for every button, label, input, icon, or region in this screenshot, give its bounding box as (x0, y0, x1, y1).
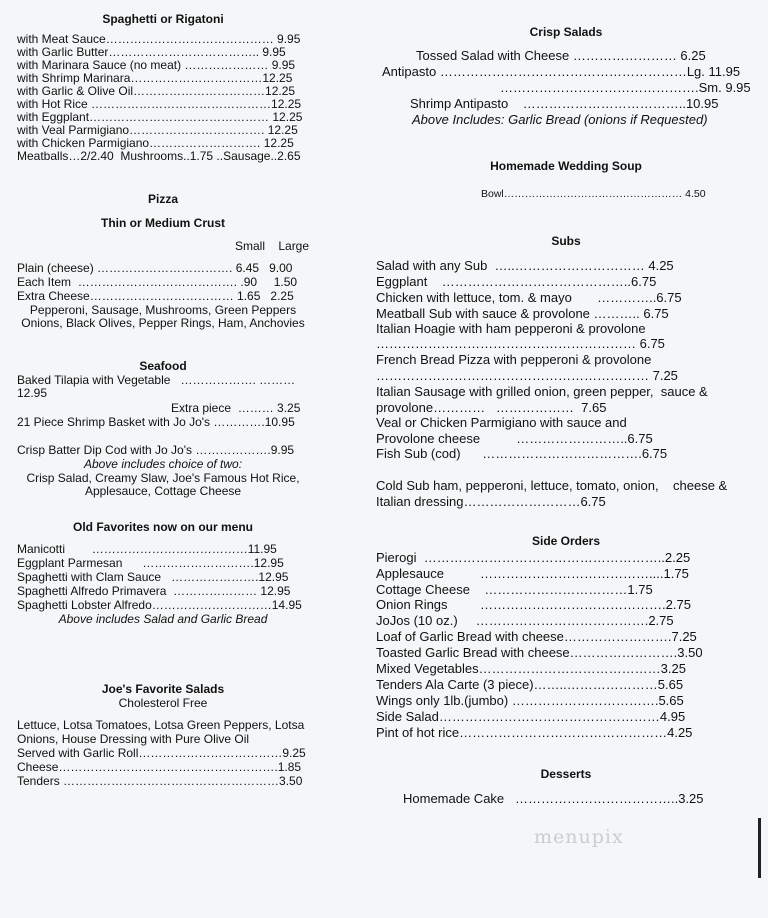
seafood-title: Seafood (139, 359, 187, 373)
menu-item: Served with Garlic Roll………………………………9.25 (17, 746, 306, 760)
menu-item: with Shrimp Marinara……………………………12.25 (17, 71, 293, 85)
page-edge-mark (752, 818, 761, 878)
menu-item: French Bread Pizza with pepperoni & provolone (376, 352, 652, 367)
salad-description: Onions, House Dressing with Pure Olive Oil (17, 732, 250, 746)
joes-salads-subtitle: Cholesterol Free (118, 696, 208, 710)
menu-item: with Chicken Parmigiano………………………. 12.25 (17, 136, 294, 150)
menu-item: 12.95 (17, 386, 48, 400)
menu-item: Italian Sausage with grilled onion, green pepper, sauce & (376, 384, 708, 399)
pizza-toppings-note: Pepperoni, Sausage, Mushrooms, Green Peppers Onions, Black Olives, Pepper Rings, Ham, Anchovies (21, 303, 305, 330)
menu-item: provolone………… ……………… 7.65 (376, 400, 607, 415)
menu-item: Eggplant Parmesan ……………………….12.95 (17, 556, 284, 570)
menu-item: Pierogi ………………………………………………..2.25 (376, 550, 691, 565)
menu-item: 21 Piece Shrimp Basket with Jo Jo's ………….10.95 (17, 415, 295, 429)
menu-item: …………………………………………………… 6.75 (376, 336, 665, 351)
menu-item: Eggplant ……………………………………..6.75 (376, 274, 657, 289)
menu-item: Pint of hot rice…………………………………………4.25 (376, 725, 693, 740)
menu-item: with Hot Rice ………………………………………12.25 (17, 97, 302, 111)
menu-item: Each Item …………………………………. .90 1.50 (17, 275, 298, 289)
menu-item: Spaghetti Lobster Alfredo…………………………14.95 (17, 598, 302, 612)
soup-title: Homemade Wedding Soup (490, 159, 642, 173)
menu-item: Spaghetti with Clam Sauce ………………….12.95 (17, 570, 289, 584)
crisp-salads-note: Above Includes: Garlic Bread (onions if Requested) (412, 112, 708, 127)
menu-item: Salad with any Sub …..………………………… 4.25 (376, 258, 674, 273)
crisp-salads-title: Crisp Salads (529, 25, 603, 39)
watermark: menupix (534, 826, 624, 848)
menu-item: Provolone cheese ……………………..6.75 (376, 431, 653, 446)
menu-item: with Garlic Butter……………………………….. 9.95 (17, 45, 286, 59)
menu-item: Mixed Vegetables……………………………………3.25 (376, 661, 686, 676)
menu-item: Italian Hoagie with ham pepperoni & provolone (376, 321, 646, 336)
menu-item: Italian dressing………………………6.75 (376, 494, 606, 509)
menu-item: with Veal Parmigiano……………………………. 12.25 (17, 123, 298, 137)
menu-item: JoJos (10 oz.) ………………………………….2.75 (376, 613, 674, 628)
menu-item: Side Salad……………………………………………4.95 (376, 709, 686, 724)
pizza-subtitle: Thin or Medium Crust (101, 216, 225, 230)
pizza-title: Pizza (147, 192, 178, 206)
menu-item: Spaghetti Alfredo Primavera ………………… 12.95 (17, 584, 291, 598)
menu-item: Tenders Ala Carte (3 piece)……..…………………5.65 (376, 677, 684, 692)
menu-item: Homemade Cake ………………………………..3.25 (403, 791, 704, 806)
menu-item: Wings only 1lb.(jumbo) …………………………….5.65 (376, 693, 684, 708)
side-orders-title: Side Orders (531, 534, 601, 548)
subs-title: Subs (551, 234, 581, 248)
seafood-note-title: Above includes choice of two: (83, 457, 243, 471)
menu-item: Plain (cheese) ……………………………. 6.45 9.00 (17, 261, 293, 275)
seafood-note: Crisp Salad, Creamy Slaw, Joe's Famous Hot Rice, Applesauce, Cottage Cheese (26, 471, 300, 498)
menu-item: Extra Cheese……………………………… 1.65 2.25 (17, 289, 294, 303)
menu-item: Toasted Garlic Bread with cheese…………………….3.50 (376, 645, 703, 660)
menu-item: Extra piece ……… 3.25 (171, 401, 301, 415)
menu-item: Baked Tilapia with Vegetable ………………. ……… (17, 373, 296, 387)
menu-item: Onion Rings …………………………………….2.75 (376, 597, 691, 612)
menu-item: Meatball Sub with sauce & provolone ……….. 6.75 (376, 306, 669, 321)
favorites-note: Above includes Salad and Garlic Bread (58, 612, 268, 626)
menu-item: Loaf of Garlic Bread with cheese…………………….7.25 (376, 629, 697, 644)
menu-item: Shrimp Antipasto ………………………………..10.95 (410, 96, 719, 111)
menu-item: with Garlic & Olive Oil……………………………12.25 (17, 84, 296, 98)
pizza-sizes: Small Large (235, 239, 310, 253)
menu-item: Cheese……………………………………………….1.85 (17, 760, 302, 774)
menu-item: Cold Sub ham, pepperoni, lettuce, tomato, onion, cheese & (376, 478, 728, 493)
menu-item: Bowl…………………………………………… 4.50 (481, 188, 706, 200)
menu-item: Veal or Chicken Parmigiano with sauce and (376, 415, 627, 430)
menu-item: ……………………………………….Sm. 9.95 (500, 80, 751, 95)
menu-item: ……………………………………………………… 7.25 (376, 368, 678, 383)
joes-salads-title: Joe's Favorite Salads (101, 682, 225, 696)
menu-item: Meatballs…2/2.40 Mushrooms..1.75 ..Sausage..2.65 (17, 149, 301, 163)
menu-item: Chicken with lettuce, tom. & mayo …………..6.75 (376, 290, 682, 305)
menu-item: Manicotti …………………………………11.95 (17, 542, 277, 556)
menu-item: Tenders ………………………………………………3.50 (17, 774, 303, 788)
desserts-title: Desserts (540, 767, 592, 781)
favorites-title: Old Favorites now on our menu (72, 520, 253, 534)
menu-item: with Marinara Sauce (no meat) ………………… 9.95 (17, 58, 296, 72)
menu-item: Fish Sub (cod) ……………………………….6.75 (376, 446, 668, 461)
menu-item: with Eggplant……………………………………… 12.25 (17, 110, 303, 124)
menu-item: Tossed Salad with Cheese …………………… 6.25 (416, 48, 706, 63)
salad-description: Lettuce, Lotsa Tomatoes, Lotsa Green Peppers, Lotsa (17, 718, 305, 732)
menu-item: Cottage Cheese ……………………………1.75 (376, 582, 653, 597)
spaghetti-title: Spaghetti or Rigatoni (102, 12, 224, 26)
menu-item: Antipasto …………………………………………………Lg. 11.95 (382, 64, 741, 79)
menu-item: Applesauce …………………………………....1.75 (376, 566, 689, 581)
menu-item: Crisp Batter Dip Cod with Jo Jo's ……………….9.95 (17, 443, 295, 457)
menu-item: with Meat Sauce…………………………………… 9.95 (17, 32, 301, 46)
